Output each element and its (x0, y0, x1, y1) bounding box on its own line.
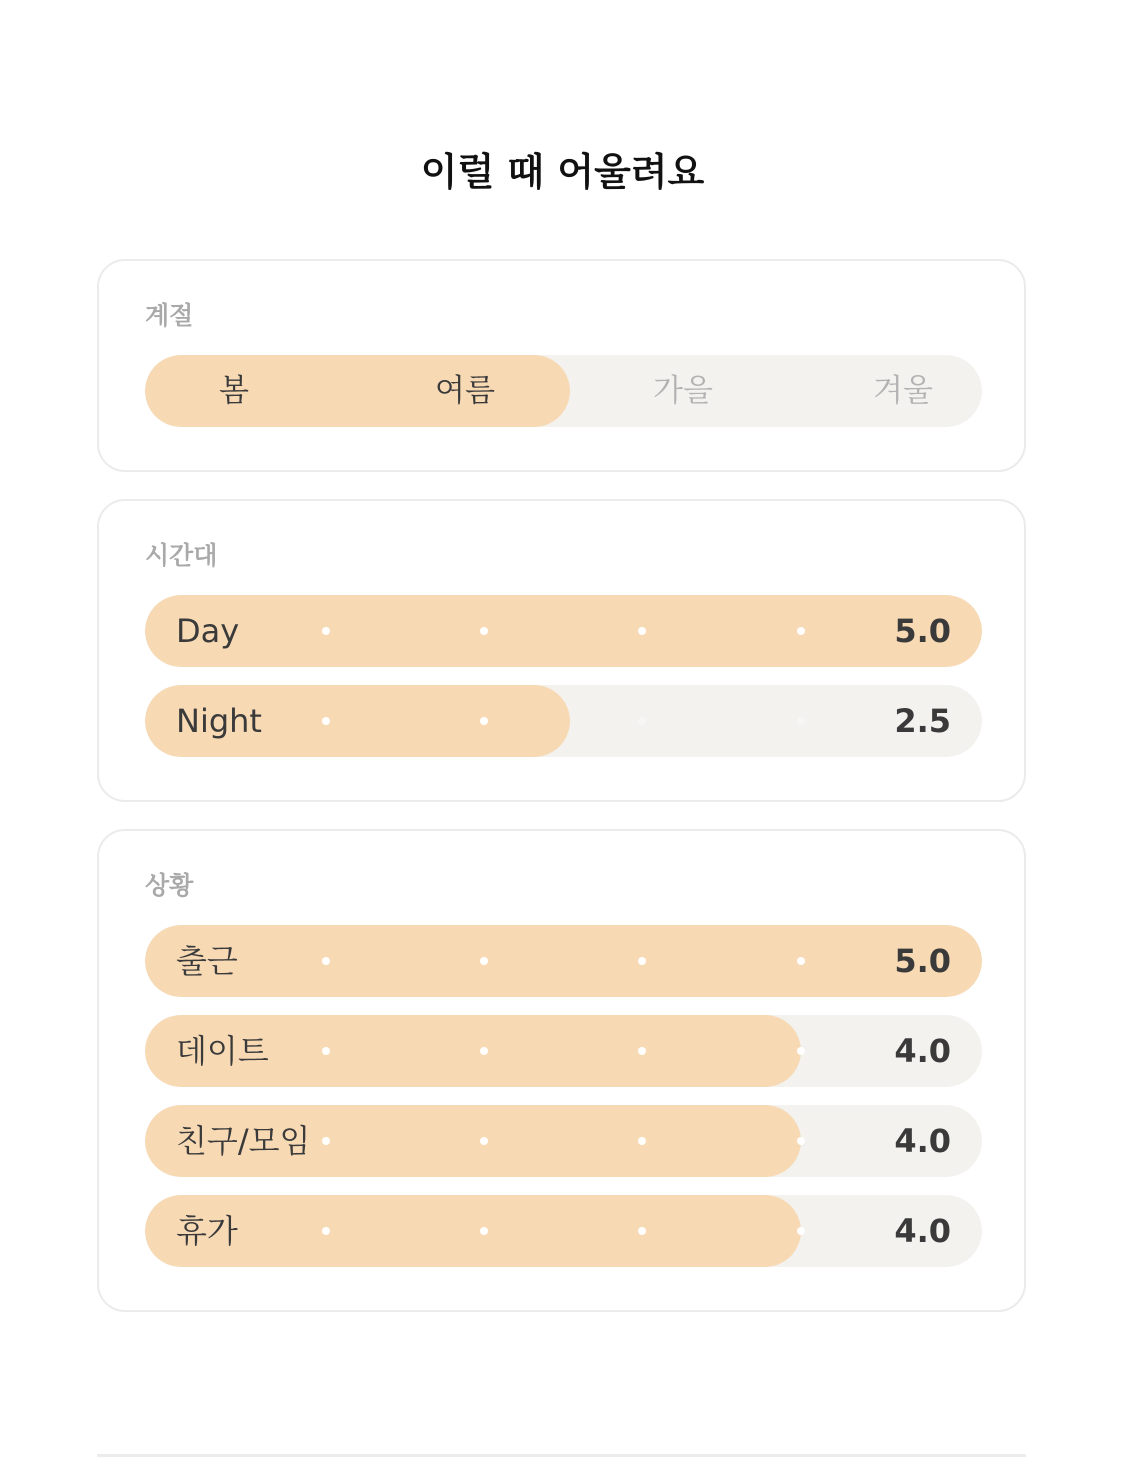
rating-label: 출근 (176, 942, 238, 980)
segment-dot (322, 1137, 330, 1145)
segment-dot (638, 1047, 646, 1055)
rating-fill (145, 1195, 801, 1267)
rating-value: 2.5 (894, 702, 951, 740)
rating-label: 친구/모임 (176, 1122, 311, 1160)
segment-dot (638, 1137, 646, 1145)
season-selector[interactable] (145, 355, 982, 427)
segment-dot (322, 717, 330, 725)
rating-value: 5.0 (894, 612, 951, 650)
season-option-summer[interactable]: 여름 (435, 373, 495, 409)
segment-dot (480, 957, 488, 965)
segment-dot (480, 627, 488, 635)
rating-value: 4.0 (894, 1032, 951, 1070)
time-of-day-section-label: 시간대 (145, 541, 218, 570)
segment-dot (322, 1227, 330, 1235)
segment-dot (322, 1047, 330, 1055)
season-option-autumn[interactable]: 가을 (653, 373, 713, 409)
rating-row-night (145, 685, 982, 757)
rating-fill (145, 925, 982, 997)
rating-row-commute (145, 925, 982, 997)
season-section-label: 계절 (145, 301, 194, 330)
bottom-divider (97, 1454, 1026, 1457)
segment-dot (322, 627, 330, 635)
rating-label: 데이트 (176, 1032, 269, 1070)
page-title: 이럴 때 어울려요 (420, 150, 705, 194)
rating-value: 5.0 (894, 942, 951, 980)
segment-dot (480, 1137, 488, 1145)
season-option-spring[interactable]: 봄 (219, 373, 249, 409)
rating-fill (145, 595, 982, 667)
segment-dot (797, 957, 805, 965)
rating-value: 4.0 (894, 1212, 951, 1250)
segment-dot (480, 1227, 488, 1235)
rating-label: 휴가 (176, 1212, 238, 1250)
rating-row-vacation (145, 1195, 982, 1267)
segment-dot (797, 1227, 805, 1235)
segment-dot (638, 1227, 646, 1235)
situation-card (97, 829, 1026, 1312)
rating-value: 4.0 (894, 1122, 951, 1160)
season-option-winter[interactable]: 겨울 (873, 373, 933, 409)
rating-label: Night (176, 702, 262, 740)
rating-label: Day (176, 612, 240, 650)
segment-dot (797, 1047, 805, 1055)
segment-dot (638, 717, 646, 725)
rating-row-date (145, 1015, 982, 1087)
segment-dot (638, 957, 646, 965)
segment-dot (797, 627, 805, 635)
segment-dot (322, 957, 330, 965)
rating-row-friends (145, 1105, 982, 1177)
segment-dot (797, 717, 805, 725)
rating-row-day (145, 595, 982, 667)
situation-section-label: 상황 (145, 871, 194, 900)
season-card (97, 259, 1026, 472)
segment-dot (638, 627, 646, 635)
time-of-day-card (97, 499, 1026, 802)
segment-dot (797, 1137, 805, 1145)
segment-dot (480, 1047, 488, 1055)
segment-dot (480, 717, 488, 725)
